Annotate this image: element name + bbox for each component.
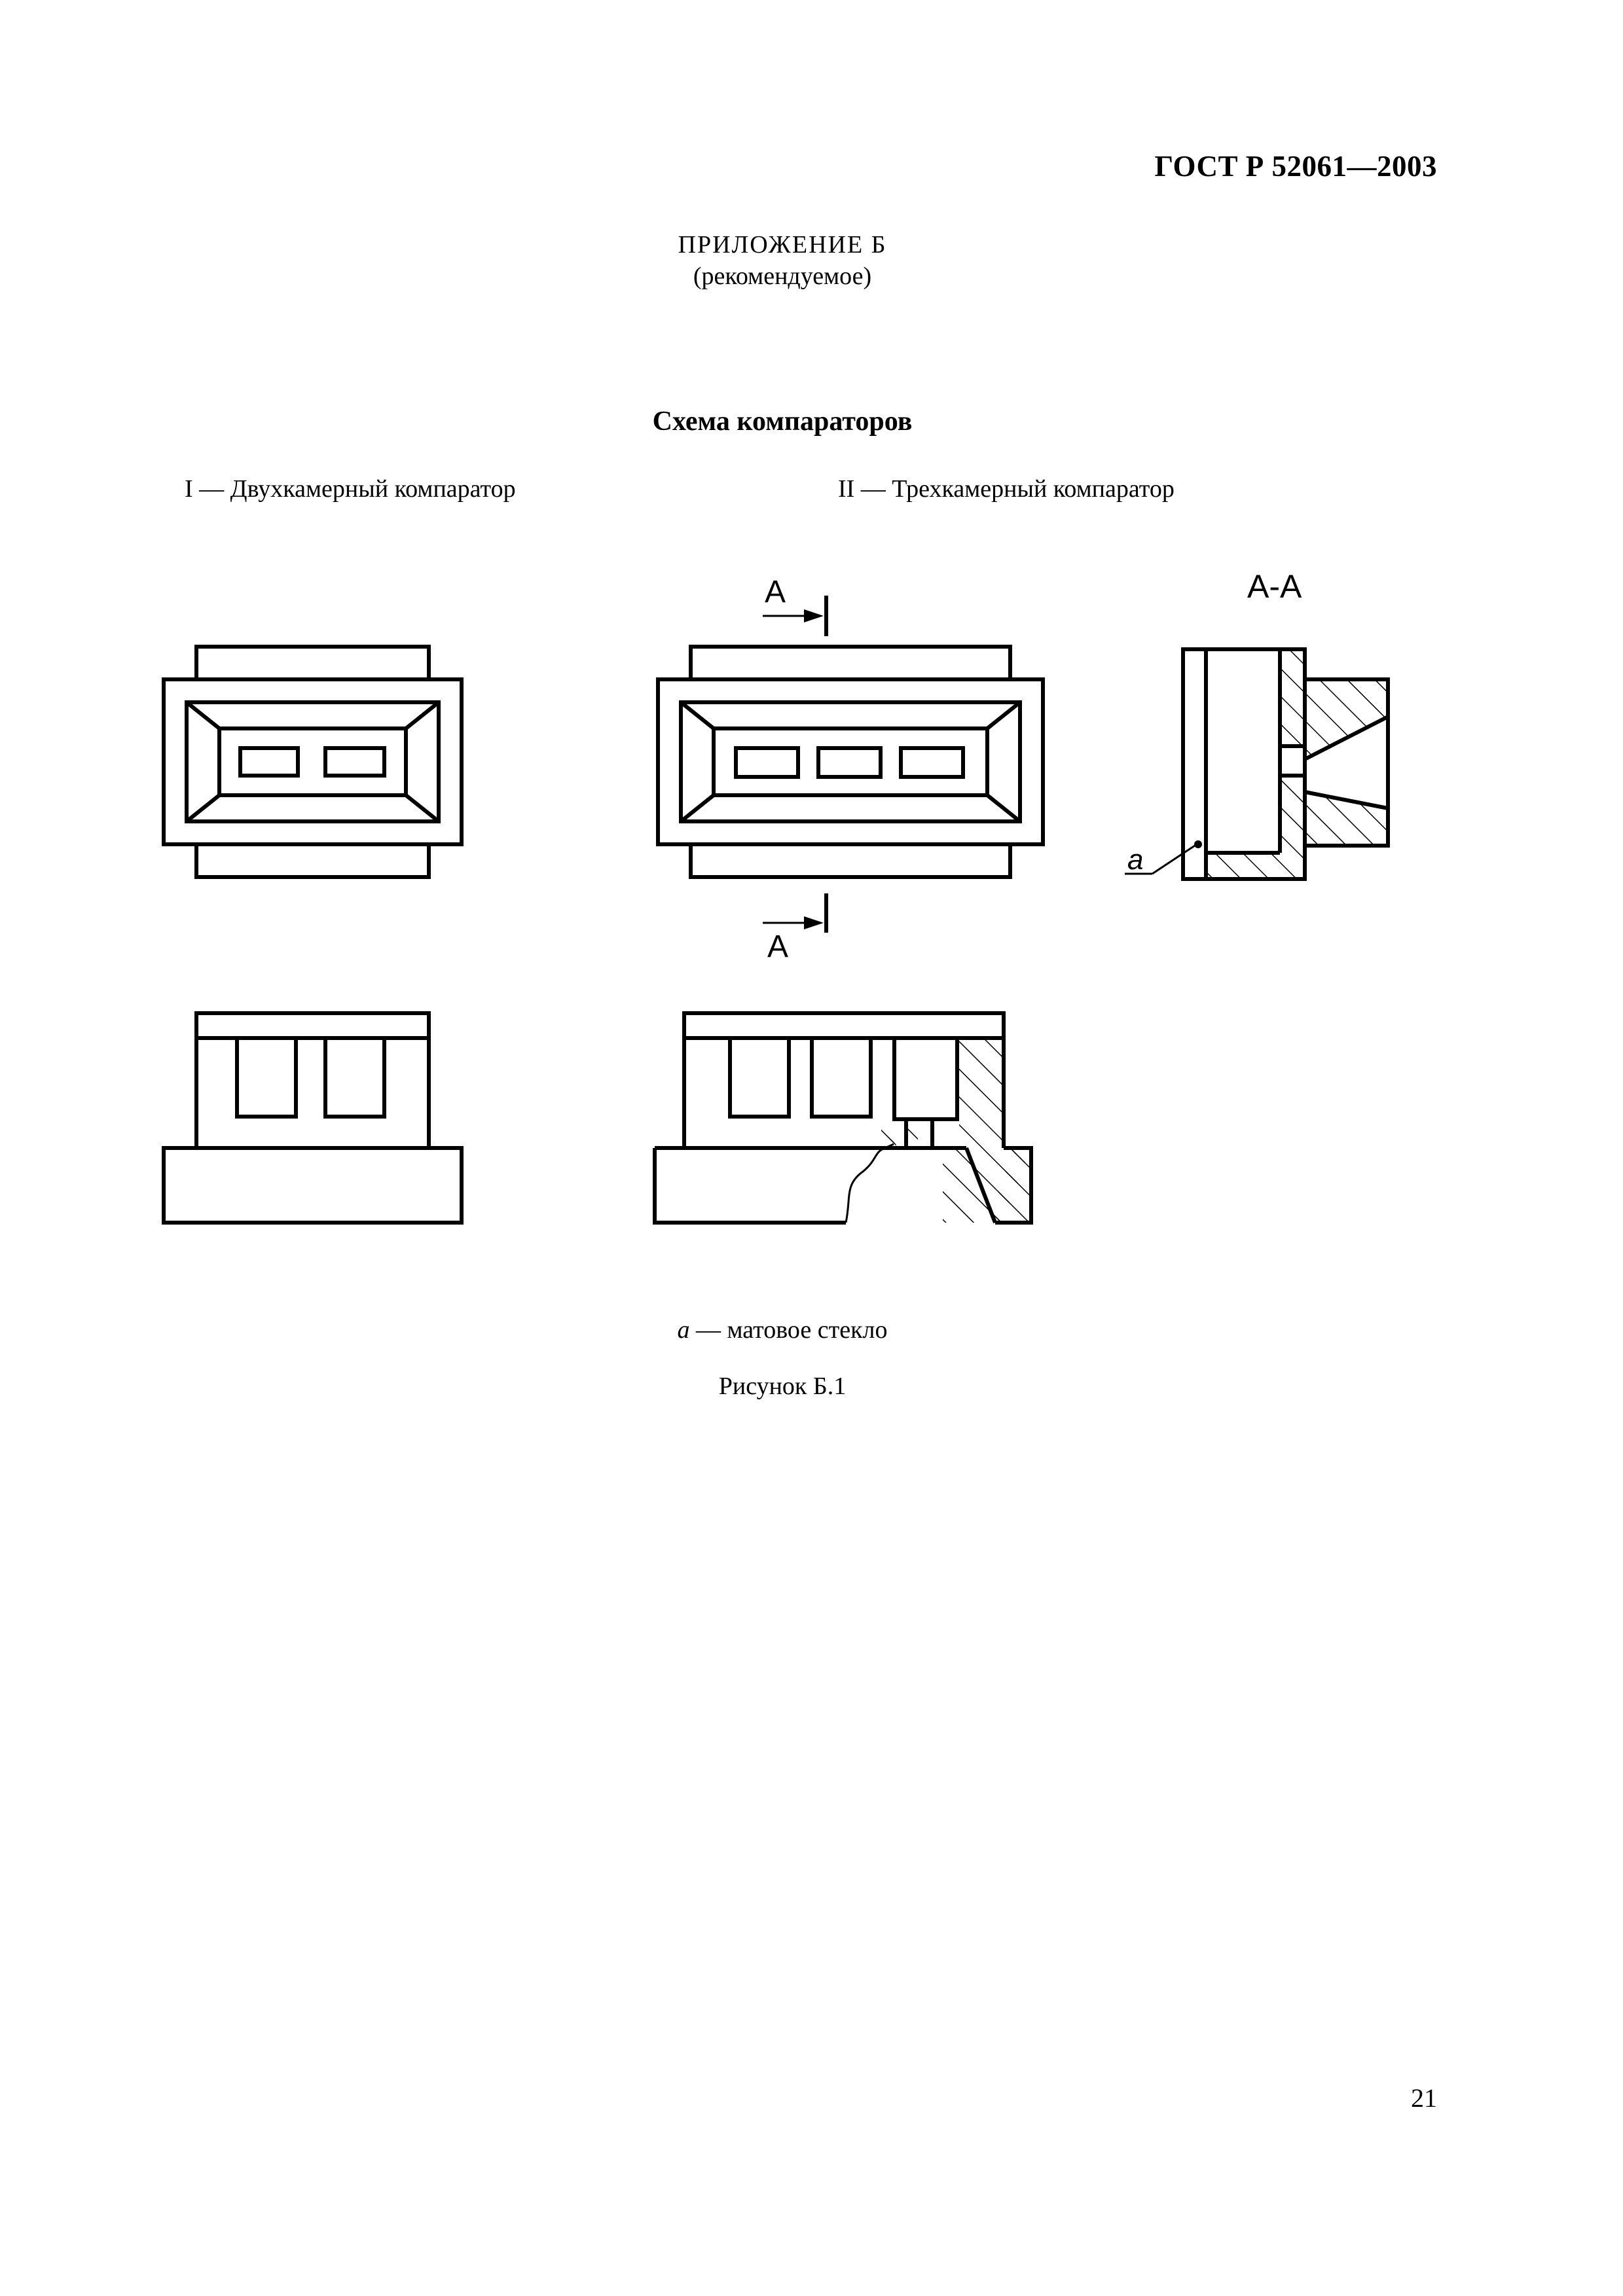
annex-status: (рекомендуемое): [693, 262, 872, 290]
chamber-window-1: [736, 748, 798, 777]
three-chamber-top-view: [658, 647, 1043, 877]
legend: [0, 1316, 1565, 1344]
section-marker-bottom: [763, 893, 826, 964]
section-title: Схема компараторов: [652, 406, 913, 437]
section-view-title: А-А: [1247, 568, 1302, 605]
legend-text: — матовое стекло: [689, 1316, 888, 1344]
page-number: 21: [1411, 2083, 1437, 2113]
two-chamber-front-view: [164, 1013, 462, 1223]
figure-caption: Рисунок Б.1: [718, 1372, 847, 1400]
section-label-top: А: [765, 575, 786, 609]
section-label-bottom: А: [767, 929, 789, 964]
section-marker-top: [763, 575, 826, 636]
chamber-window-3: [901, 748, 963, 777]
document-number: ГОСТ Р 52061—2003: [1154, 150, 1437, 183]
chamber-window-2: [818, 748, 881, 777]
chamber-window-2: [325, 748, 384, 776]
caption-two-chamber: I — Двухкамерный компаратор: [185, 475, 516, 503]
section-a-a-view: [1125, 568, 1388, 879]
three-chamber-front-view: [655, 1013, 1031, 1223]
chamber-window-1: [240, 748, 298, 776]
legend-key: а: [677, 1316, 690, 1344]
leader-label-a: а: [1127, 844, 1144, 876]
annex-title: ПРИЛОЖЕНИЕ Б: [678, 231, 887, 259]
caption-three-chamber: II — Трехкамерный компаратор: [838, 475, 1175, 503]
two-chamber-top-view: [164, 647, 462, 877]
